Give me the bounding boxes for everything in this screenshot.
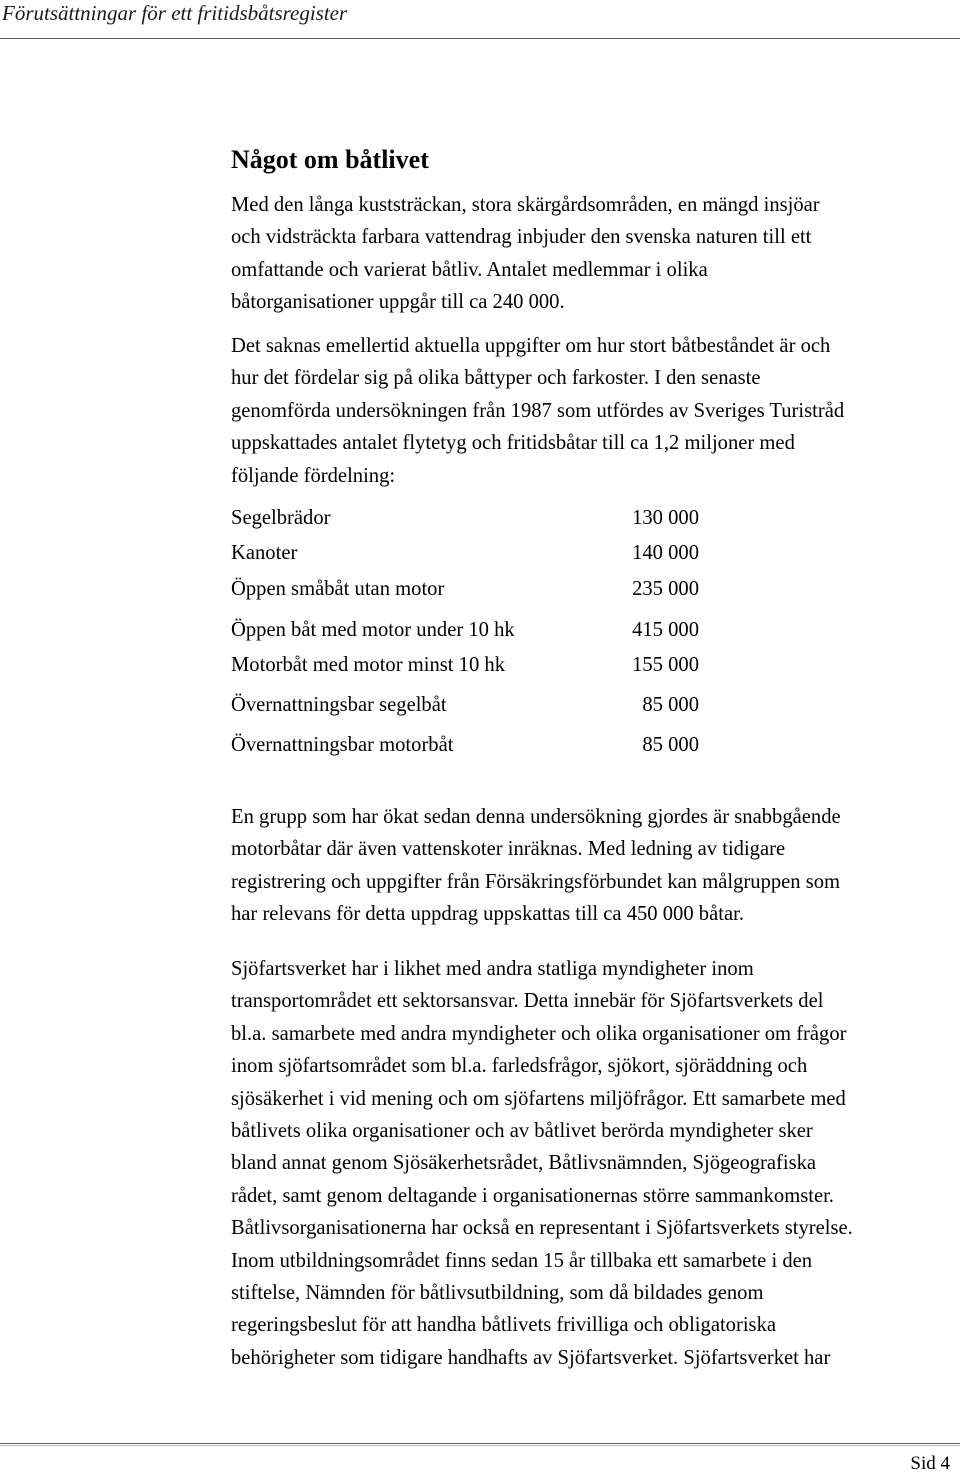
boat-count-value: 235 000 — [632, 578, 699, 600]
boat-count-value: 155 000 — [632, 654, 699, 676]
text-line: hur det fördelar sig på olika båttyper och farkoster. I den senaste — [231, 367, 761, 390]
text-line: genomförda undersökningen från 1987 som utfördes av Sveriges Turistråd — [231, 399, 845, 422]
text-line: inom sjöfartsområdet som bl.a. farledsfrågor, sjökort, sjöräddning och — [231, 1055, 808, 1078]
boat-type-label: Kanoter — [231, 542, 298, 564]
table-row — [231, 574, 711, 604]
growth-paragraph — [231, 801, 946, 931]
boat-type-label: Motorbåt med motor minst 10 hk — [231, 654, 505, 676]
boat-type-label: Öppen småbåt utan motor — [231, 578, 445, 600]
text-line: transportområdet ett sektorsansvar. Detta innebär för Sjöfartsverkets del — [231, 990, 824, 1013]
boat-count-value: 85 000 — [642, 734, 699, 756]
text-line: registrering och uppgifter från Försäkringsförbundet kan målgruppen som — [231, 870, 841, 893]
text-line: Inom utbildningsområdet finns sedan 15 år tillbaka ett samarbete i den — [231, 1249, 813, 1272]
page-number: Sid 4 — [910, 1453, 950, 1474]
text-line: båtorganisationer uppgår till ca 240 000. — [231, 291, 565, 314]
table-row — [231, 690, 711, 720]
text-line: omfattande och varierat båtliv. Antalet medlemmar i olika — [231, 258, 708, 281]
text-line: följande fördelning: — [231, 464, 396, 487]
table-row — [231, 538, 711, 568]
text-line: stiftelse, Nämnden för båtlivsutbildning, som då bildades genom — [231, 1281, 764, 1304]
text-line: Sjöfartsverket har i likhet med andra statliga myndigheter inom — [231, 958, 754, 980]
boat-type-label: Övernattningsbar motorbåt — [231, 734, 454, 756]
text-line: Med den långa kuststräckan, stora skärgårdsområden, en mängd insjöar — [231, 194, 820, 216]
boat-type-label: Öppen båt med motor under 10 hk — [231, 619, 515, 641]
text-line: regeringsbeslut för att handha båtlivets frivilliga och obligatoriska — [231, 1314, 777, 1337]
running-header: Förutsättningar för ett fritidsbåtsregister — [2, 1, 348, 25]
text-line: Båtlivsorganisationerna har också en representant i Sjöfartsverkets styrelse. — [231, 1217, 853, 1240]
table-row — [231, 650, 711, 680]
section-title: Något om båtlivet — [231, 145, 429, 174]
text-line: motorbåtar där även vattenskoter inräknas. Med ledning av tidigare — [231, 838, 786, 861]
boat-type-label: Övernattningsbar segelbåt — [231, 694, 447, 716]
table-row — [231, 615, 711, 645]
text-line: bl.a. samarbete med andra myndigheter och olika organisationer om frågor — [231, 1022, 847, 1045]
text-line: uppskattades antalet flytetyg och fritidsbåtar till ca 1,2 miljoner med — [231, 432, 795, 455]
text-line: Det saknas emellertid aktuella uppgifter om hur stort båtbeståndet är och — [231, 335, 831, 357]
boat-count-value: 85 000 — [642, 694, 699, 716]
boat-count-value: 415 000 — [632, 619, 699, 641]
boat-count-value: 140 000 — [632, 542, 699, 564]
text-line: och vidsträckta farbara vattendrag inbjuder den svenska naturen till ett — [231, 226, 812, 249]
survey-paragraph — [231, 330, 946, 492]
text-line: behörigheter som tidigare handhafts av Sjöfartsverket. Sjöfartsverket har — [231, 1346, 831, 1369]
table-row — [231, 730, 711, 760]
text-line: har relevans för detta uppdrag uppskattas till ca 450 000 båtar. — [231, 903, 744, 926]
text-line: En grupp som har ökat sedan denna undersökning gjordes är snabbgående — [231, 806, 841, 828]
text-line: båtlivets olika organisationer och av båtlivet berörda myndigheter sker — [231, 1119, 813, 1142]
text-line: sjösäkerhet i vid mening och om sjöfartens miljöfrågor. Ett samarbete med — [231, 1087, 846, 1110]
header-divider — [0, 38, 960, 39]
table-row — [231, 503, 711, 533]
cooperation-paragraph — [231, 953, 946, 1374]
intro-paragraph — [231, 189, 946, 319]
text-line: bland annat genom Sjösäkerhetsrådet, Båtlivsnämnden, Sjögeografiska — [231, 1152, 817, 1175]
boat-count-value: 130 000 — [632, 507, 699, 529]
footer-divider — [0, 1443, 960, 1444]
boat-type-label: Segelbrädor — [231, 507, 331, 529]
text-line: rådet, samt genom deltagande i organisationernas större sammankomster. — [231, 1184, 834, 1207]
